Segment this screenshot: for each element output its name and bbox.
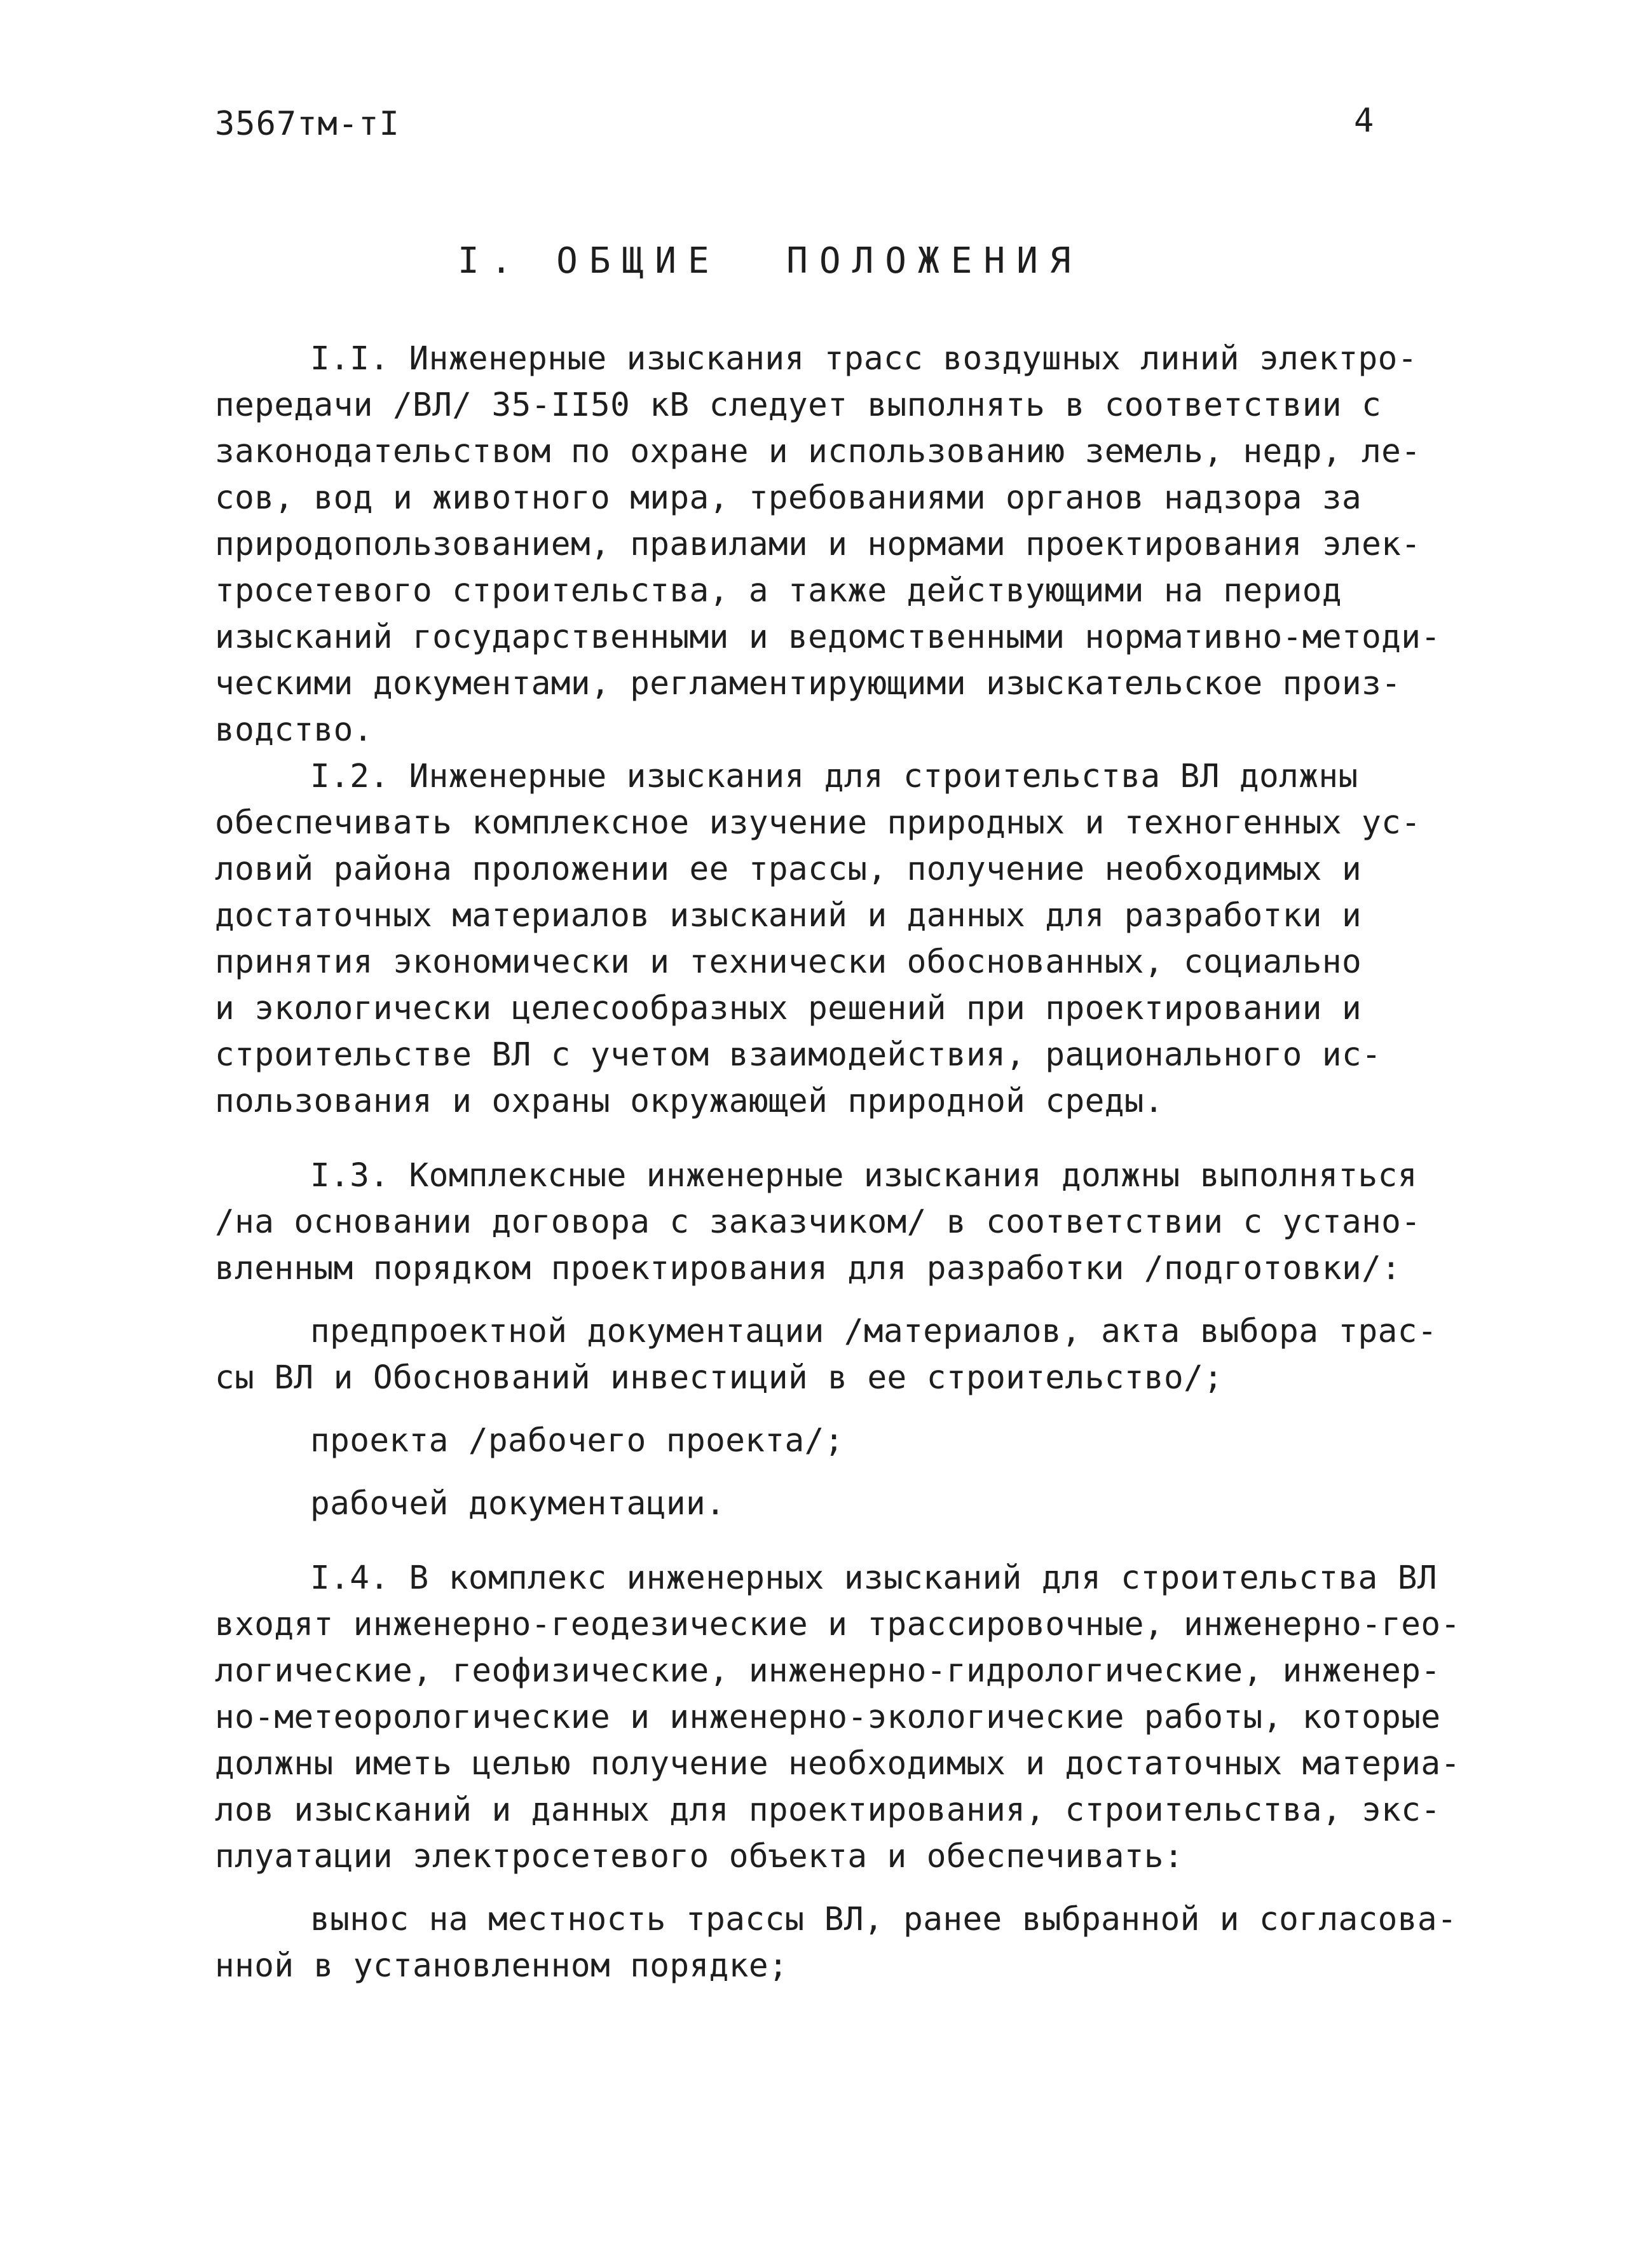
document-body xyxy=(215,336,1461,1989)
paragraph-1-1 xyxy=(215,336,1461,753)
text-line: ловий района проложении ее трассы, получение необходимых и xyxy=(215,851,1362,888)
text-line: но-метеорологические и инженерно-экологические работы, которые xyxy=(215,1699,1441,1736)
text-line: вынос на местность трассы ВЛ, ранее выбранной и согласова- xyxy=(310,1901,1457,1938)
paragraph-gap xyxy=(215,1464,1461,1481)
document-code: 3567тм-тI xyxy=(215,105,400,143)
text-line: I.3. Комплексные инженерные изыскания должны выполняться xyxy=(310,1157,1417,1195)
section-title: I. ОБЩИЕ ПОЛОЖЕНИЯ xyxy=(458,240,1082,282)
text-line: передачи /ВЛ/ 35-II50 кВ следует выполнять в соответствии с xyxy=(215,387,1382,424)
text-line: изысканий государственными и ведомственными нормативно-методи- xyxy=(215,619,1441,656)
text-line: плуатации электросетевого объекта и обеспечивать: xyxy=(215,1838,1184,1875)
text-line: I.2. Инженерные изыскания для строительства ВЛ должны xyxy=(310,758,1358,795)
list-item-preproject xyxy=(215,1308,1461,1401)
paragraph-gap xyxy=(215,1125,1461,1153)
paragraph-gap xyxy=(215,1880,1461,1896)
text-line: предпроектной документации /материалов, акта выбора трас- xyxy=(310,1313,1437,1350)
text-line: входят инженерно-геодезические и трассировочные, инженерно-гео- xyxy=(215,1606,1461,1643)
paragraph-1-2 xyxy=(215,753,1461,1125)
text-line: должны иметь целью получение необходимых и достаточных материа- xyxy=(215,1745,1461,1783)
text-line: сов, вод и животного мира, требованиями органов надзора за xyxy=(215,479,1362,517)
text-line: /на основании договора с заказчиком/ в соответствии с устано- xyxy=(215,1203,1421,1241)
text-line: I.4. В комплекс инженерных изысканий для строительства ВЛ xyxy=(310,1559,1437,1597)
text-line: обеспечивать комплексное изучение природных и техногенных ус- xyxy=(215,804,1421,842)
text-line: нной в установленном порядке; xyxy=(215,1947,789,1985)
list-item-route-staking xyxy=(215,1896,1461,1989)
paragraph-gap xyxy=(215,1292,1461,1308)
list-item-working-docs xyxy=(215,1481,1461,1527)
text-line: сы ВЛ и Обоснований инвестиций в ее строительство/; xyxy=(215,1359,1224,1397)
text-line: достаточных материалов изысканий и данных для разработки и xyxy=(215,897,1362,935)
list-item-project xyxy=(215,1418,1461,1464)
text-line: I.I. Инженерные изыскания трасс воздушных линий электро- xyxy=(310,340,1417,378)
text-line: строительстве ВЛ с учетом взаимодействия, рационального ис- xyxy=(215,1036,1382,1074)
text-line: рабочей документации. xyxy=(310,1485,726,1523)
text-line: тросетевого строительства, а также действующими на период xyxy=(215,572,1342,610)
text-line: принятия экономически и технически обоснованных, социально xyxy=(215,943,1362,981)
page-number: 4 xyxy=(1354,102,1374,140)
text-line: логические, геофизические, инженерно-гидрологические, инженер- xyxy=(215,1652,1441,1690)
paragraph-1-4 xyxy=(215,1555,1461,1880)
text-line: и экологически целесообразных решений при проектировании и xyxy=(215,990,1362,1027)
paragraph-gap xyxy=(215,1527,1461,1555)
text-line: проекта /рабочего проекта/; xyxy=(310,1422,844,1460)
text-line: лов изысканий и данных для проектирования, строительства, экс- xyxy=(215,1791,1441,1829)
paragraph-gap xyxy=(215,1401,1461,1418)
text-line: природопользованием, правилами и нормами проектирования элек- xyxy=(215,526,1421,563)
paragraph-1-3 xyxy=(215,1153,1461,1292)
text-line: вленным порядком проектирования для разработки /подготовки/: xyxy=(215,1250,1402,1287)
text-line: водство. xyxy=(215,711,373,749)
text-line: законодательством по охране и использованию земель, недр, ле- xyxy=(215,433,1421,470)
text-line: ческими документами, регламентирующими изыскательское произ- xyxy=(215,665,1402,702)
text-line: пользования и охраны окружающей природной среды. xyxy=(215,1083,1164,1120)
